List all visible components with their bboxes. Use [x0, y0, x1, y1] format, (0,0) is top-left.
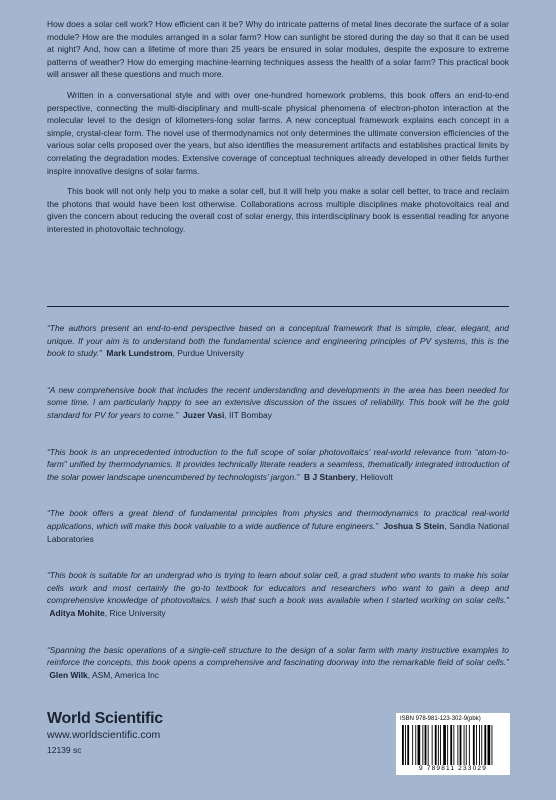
publisher-block — [47, 710, 163, 756]
endorsement — [47, 446, 509, 484]
endorsement-affiliation: , ASM, America Inc — [87, 669, 160, 680]
endorsement — [47, 569, 509, 619]
endorsement-text: “Spanning the basic operations of a single-cell structure to the design of a solar farm with many instructive examples to reinforce the concepts, this book opens a comprehensive and fascinating doorway into the remarkable field of solar cells.” — [47, 644, 509, 668]
blurb-paragraph-3: This book will not only help you to make a solar cell, but it will help you make a solar cell better, to trace and reclaim the photons that would have been lost otherwise. Collaborations across multiple disciplines make photovoltaics real and given the concern about reducing the overall cost of solar energy, this interdisciplinary book is essential reading for anyone interested in photovoltaic technology. — [47, 186, 509, 234]
isbn-number: ISBN 978-981-123-302-9(pbk) — [400, 716, 481, 722]
endorsement-text: “The book offers a great blend of fundamental principles from physics and thermodynamics to practical real-world applications, which will make this book valuable to a wide audience of future engineers.” — [47, 508, 509, 531]
endorsement-text: “This book is an unprecedented introduction to the full scope of solar photovoltaics’ real-world relevance from “atom-to-farm” unified by thermodynamics. It provides technically literate readers a seamless, thematically integrated introduction of the solar power landscape unencumbered by technologists’ jargon.” — [47, 446, 509, 482]
endorsement-affiliation: , Purdue University — [172, 348, 244, 359]
endorsement — [47, 644, 509, 682]
endorsements — [47, 322, 509, 705]
endorsement-author: B J Stanbery — [304, 471, 356, 482]
endorsement-text: “A new comprehensive book that includes the recent understanding and developments in the area has been needed for some time. I am particularly happy to see an extensive discussion of the issues of reliability. This book will be the gold standard for PV for years to come.” — [47, 384, 509, 420]
endorsement — [47, 322, 509, 360]
endorsement-author: Joshua S Stein — [383, 520, 445, 531]
endorsement — [47, 384, 509, 422]
divider-rule — [47, 306, 509, 307]
endorsement-text: “The authors present an end-to-end perspective based on a conceptual framework that is simple, clear, elegant, and unique. If your aim is to understand both the fundamental science and engineering principles of PV systems, this is the book to study.” — [47, 323, 509, 359]
back-cover-blurb — [47, 18, 509, 244]
endorsement-text: “This book is suitable for an undergrad who is trying to learn about solar cell, a grad student who wants to make his solar cells work and most certainly the go-to textbook for educators and researchers who want to gain a deep and comprehensive knowledge of photovoltaics. I wish that such a book was available when I started working on solar cells.” — [47, 570, 509, 606]
isbn-barcode — [396, 713, 510, 775]
barcode-digits: 9 789811 233029 — [418, 765, 488, 772]
endorsement-affiliation: , Rice University — [104, 607, 166, 618]
endorsement — [47, 507, 509, 545]
endorsement-affiliation: , Heliovolt — [355, 471, 393, 482]
endorsement-author: Mark Lundstrom — [106, 348, 173, 359]
endorsement-affiliation: , IIT Bombay — [224, 409, 272, 420]
blurb-paragraph-2: Written in a conversational style and with over one-hundred homework problems, this book offers an end-to-end perspective, connecting the multi-disciplinary and multi-scale physical phenomena of electron-photon interaction at the molecular level to the design of kilometers-long solar farms. A new conceptual framework explains each concept in a simple, crystal-clear form. The novel use of thermodynamics not only determines the ultimate conversion efficiencies of the various solar cells proposed over the years, but also identifies the measurement artifacts and establishes practical limits by correlating the degradation modes. Extensive coverage of conceptual techniques already developed in other fields further inspire innovative designs of solar farms. — [47, 89, 509, 176]
endorsement-author: Juzer Vasi — [183, 409, 225, 420]
endorsement-author: Glen Wilk — [49, 669, 88, 680]
endorsement-affiliation: , Sandia National Laboratories — [47, 520, 509, 544]
endorsement-author: Aditya Mohite — [49, 607, 105, 618]
publisher-name: World Scientific — [47, 710, 163, 727]
publisher-url: www.worldscientific.com — [47, 729, 161, 741]
catalog-code: 12139 sc — [47, 745, 82, 755]
barcode-bars-icon — [402, 725, 504, 765]
blurb-paragraph-1: How does a solar cell work? How efficient can it be? Why do intricate patterns of metal lines decorate the surface of a solar module? How are the modules arranged in a solar farm? How can sunlight be stored during the day so that it can be used at night? And, how can a lifetime of more than 25 years be ensured in solar modules, despite the exposure to extreme patterns of weather? How do emerging machine-learning techniques assess the health of a solar farm? This practical book will answer all these questions and much more. — [47, 19, 509, 80]
